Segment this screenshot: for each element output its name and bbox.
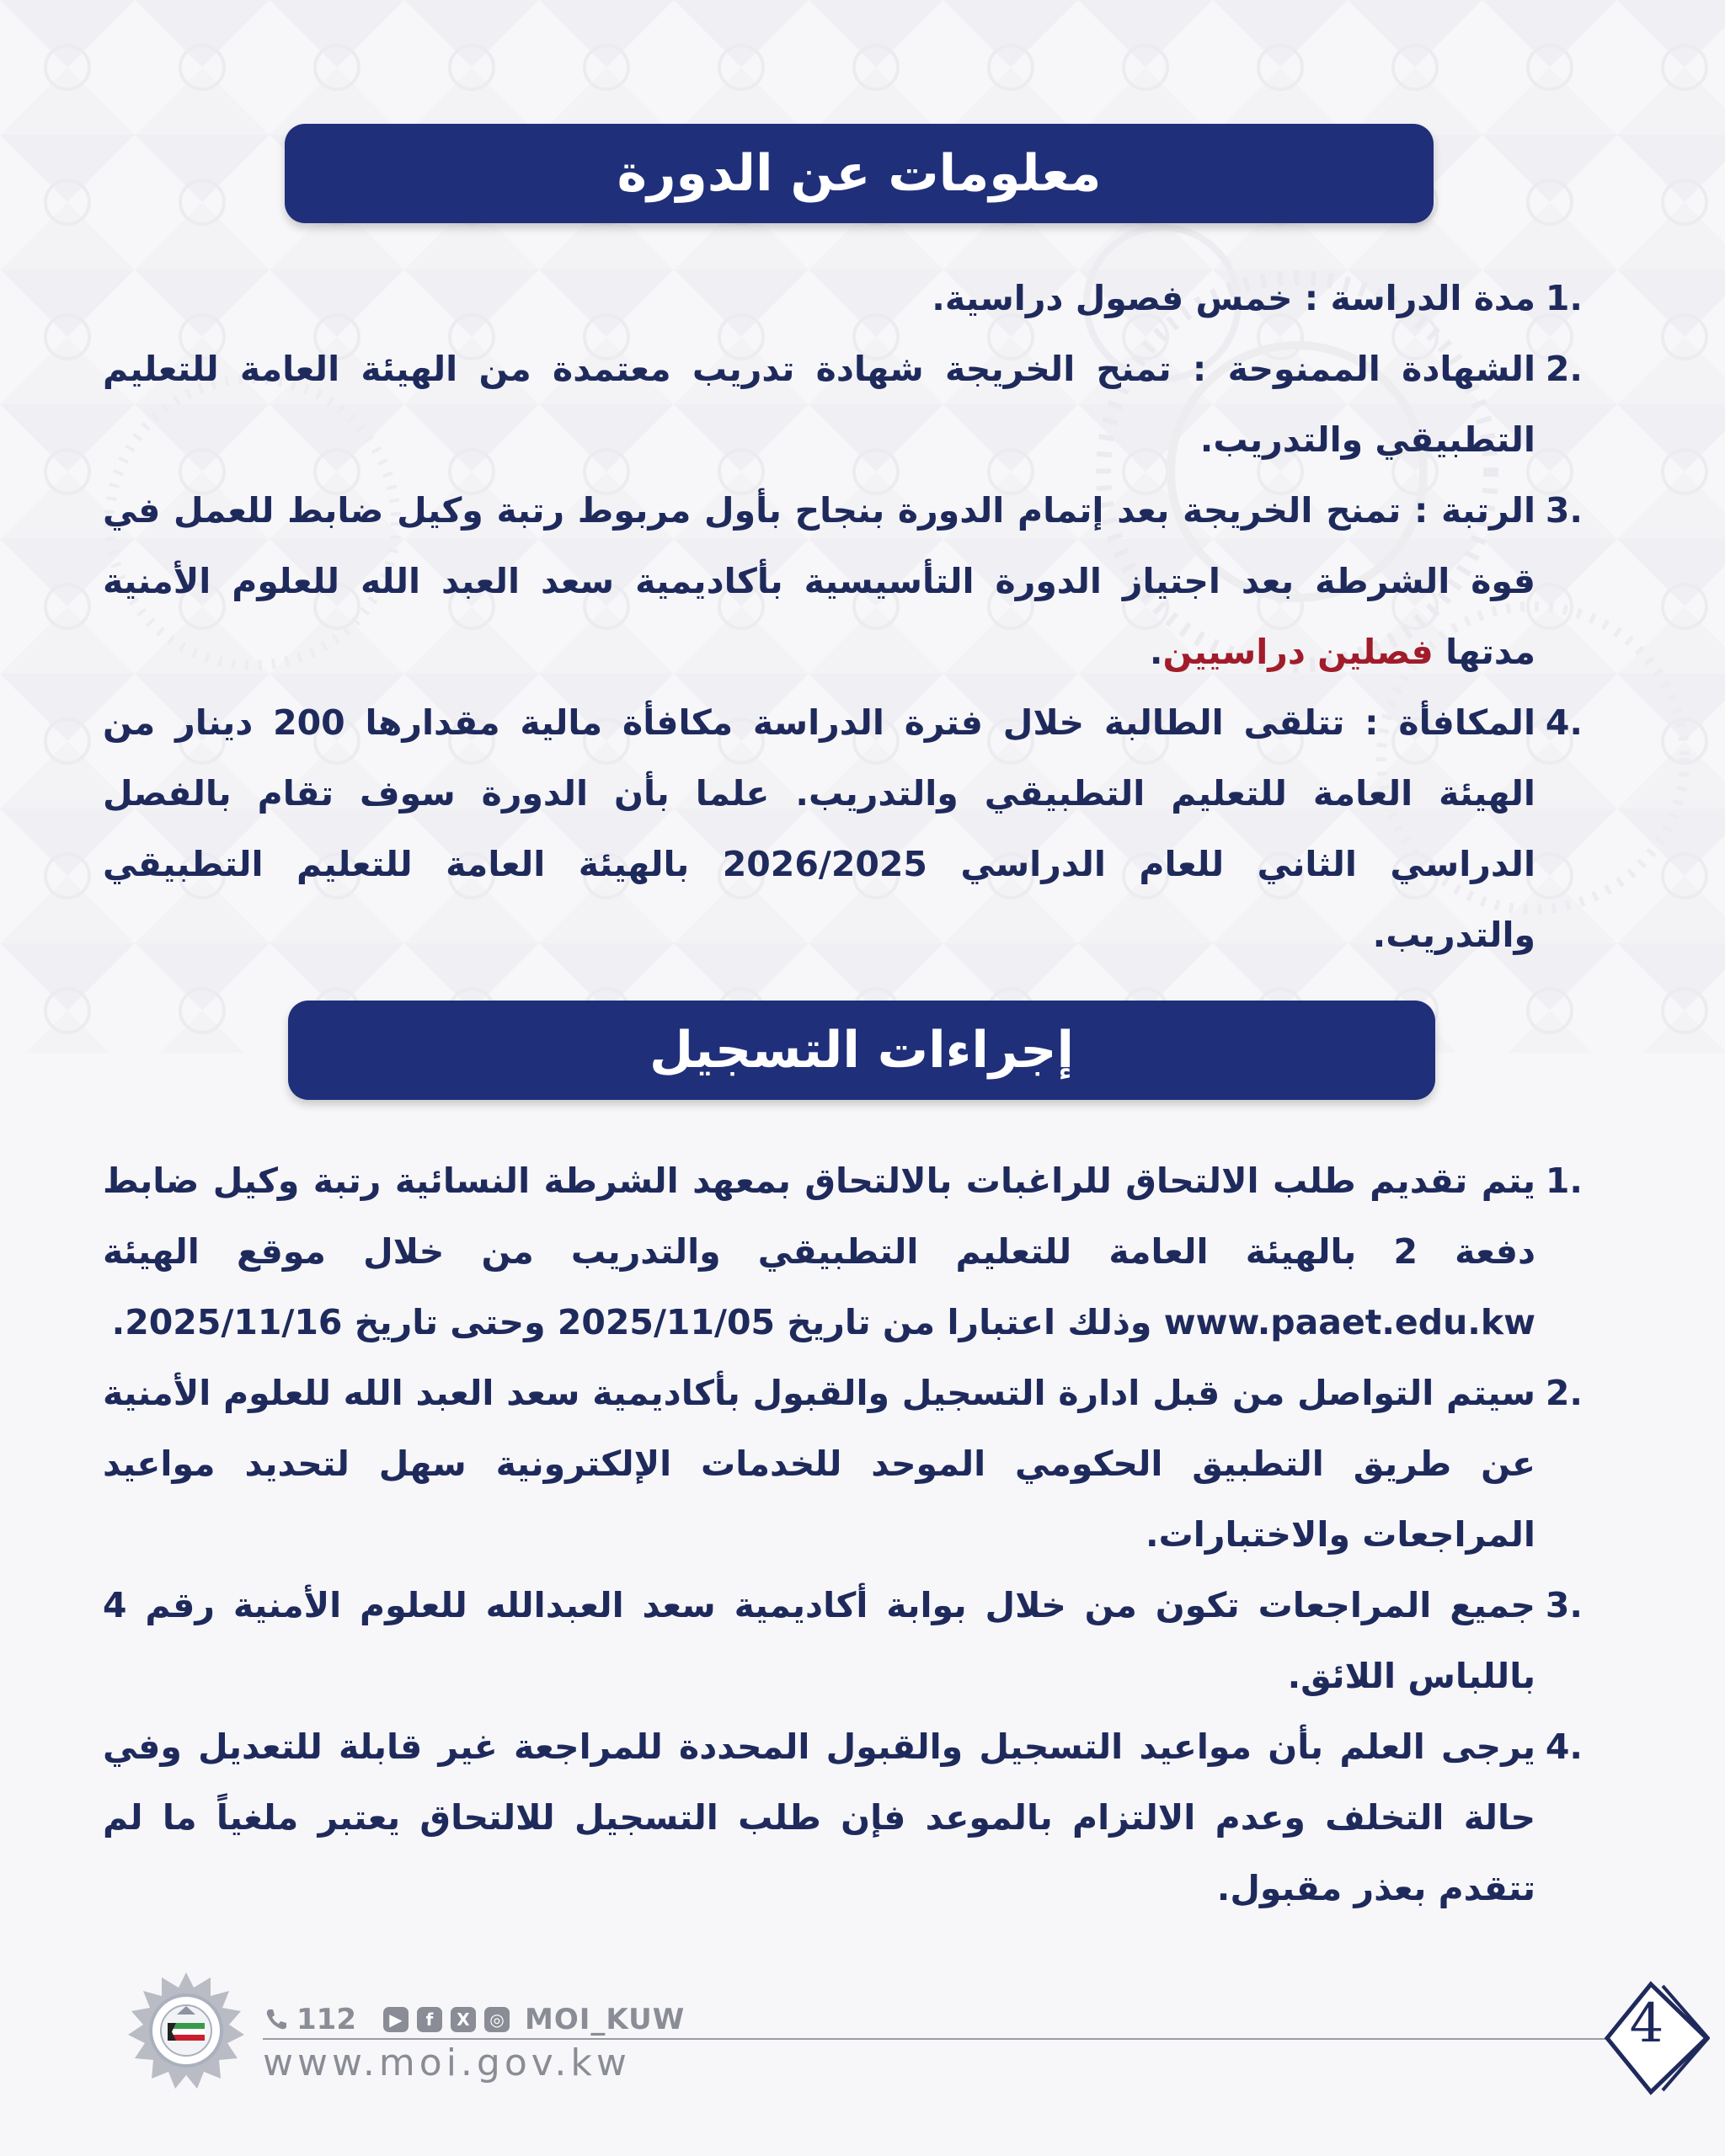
- phone-icon: [263, 2007, 288, 2032]
- list-item: [103, 263, 1583, 334]
- footer-contacts: [263, 2001, 685, 2038]
- registration-title: إجراءات التسجيل: [649, 1021, 1075, 1080]
- item-number: 1.: [1545, 278, 1583, 318]
- instagram-icon[interactable]: ◎: [484, 2007, 510, 2032]
- item-number: 4.: [1545, 702, 1583, 743]
- list-item: [103, 1358, 1583, 1570]
- item-number: 1.: [1545, 1161, 1583, 1201]
- list-item: [103, 687, 1583, 970]
- x-icon[interactable]: X: [451, 2007, 476, 2032]
- item-number: 2.: [1545, 1373, 1583, 1413]
- course-info-list: [103, 263, 1583, 970]
- youtube-icon[interactable]: ▶: [383, 2007, 409, 2032]
- list-item: [103, 1570, 1583, 1711]
- highlighted-duration: فصلين دراسيين: [1162, 632, 1434, 672]
- item-text: الشهادة الممنوحة : تمنح الخريجة شهادة تدريب معتمدة من الهيئة العامة للتعليم التطبيقي والتدريب.: [103, 349, 1535, 460]
- item-text-end: .: [1149, 632, 1163, 672]
- item-text: سيتم التواصل من قبل ادارة التسجيل والقبول بأكاديمية سعد العبد الله للعلوم الأمنية عن طريق التطبيق الحكومي الموحد للخدمات الإلكترونية سهل لتحديد مواعيد المراجعات والاختبارات.: [103, 1373, 1535, 1555]
- list-item: [103, 475, 1583, 687]
- item-number: 3.: [1545, 490, 1583, 531]
- item-number: 2.: [1545, 349, 1583, 389]
- footer-phone: 112: [296, 2003, 356, 2036]
- item-number: 3.: [1545, 1585, 1583, 1625]
- list-item: [103, 334, 1583, 475]
- item-text: الرتبة : تمنح الخريجة بعد إتمام الدورة بنجاح بأول مربوط رتبة وكيل ضابط للعمل في قوة الشرطة بعد اجتياز الدورة التأسيسية بأكاديمية سعد العبد الله للعلوم الأمنية مدتها: [103, 490, 1535, 672]
- course-info-title: معلومات عن الدورة: [617, 144, 1102, 203]
- item-text: يتم تقديم طلب الالتحاق للراغبات بالالتحاق بمعهد الشرطة النسائية رتبة وكيل ضابط دفعة 2 بالهيئة العامة للتعليم التطبيقي والتدريب من خلال موقع الهيئة www.paaet.edu.kw وذلك اعتبارا من تاريخ 2025/11/05 وحتى تاريخ 2025/11/16.: [103, 1161, 1536, 1342]
- kuwait-police-logo-icon: [126, 1971, 246, 2090]
- footer-divider: [263, 2038, 1610, 2040]
- registration-list: [103, 1145, 1583, 1924]
- facebook-icon[interactable]: f: [417, 2007, 442, 2032]
- footer-website[interactable]: www.moi.gov.kw: [263, 2041, 631, 2084]
- footer-social-handle[interactable]: MOI_KUW: [524, 2003, 686, 2036]
- page-number: 4: [1629, 1993, 1664, 2055]
- item-text: جميع المراجعات تكون من خلال بوابة أكاديمية سعد العبدالله للعلوم الأمنية رقم 4 باللباس اللائق.: [103, 1585, 1535, 1696]
- item-text: يرجى العلم بأن مواعيد التسجيل والقبول المحددة للمراجعة غير قابلة للتعديل وفي حالة التخلف وعدم الالتزام بالموعد فإن طلب التسجيل للالتحاق يعتبر ملغياً ما لم تتقدم بعذر مقبول.: [103, 1726, 1535, 1908]
- list-item: [103, 1145, 1583, 1358]
- list-item: [103, 1711, 1583, 1924]
- course-info-banner: [285, 124, 1434, 223]
- item-text: مدة الدراسة : خمس فصول دراسية.: [932, 278, 1535, 318]
- item-number: 4.: [1545, 1726, 1583, 1767]
- item-text: المكافأة : تتلقى الطالبة خلال فترة الدراسة مكافأة مالية مقدارها 200 دينار من الهيئة العامة للتعليم التطبيقي والتدريب. علما بأن الدورة سوف تقام بالفصل الدراسي الثاني للعام الدراسي 2026/2025 بالهيئة العامة للتعليم التطبيقي والتدريب.: [103, 702, 1536, 955]
- registration-banner: [288, 1001, 1435, 1100]
